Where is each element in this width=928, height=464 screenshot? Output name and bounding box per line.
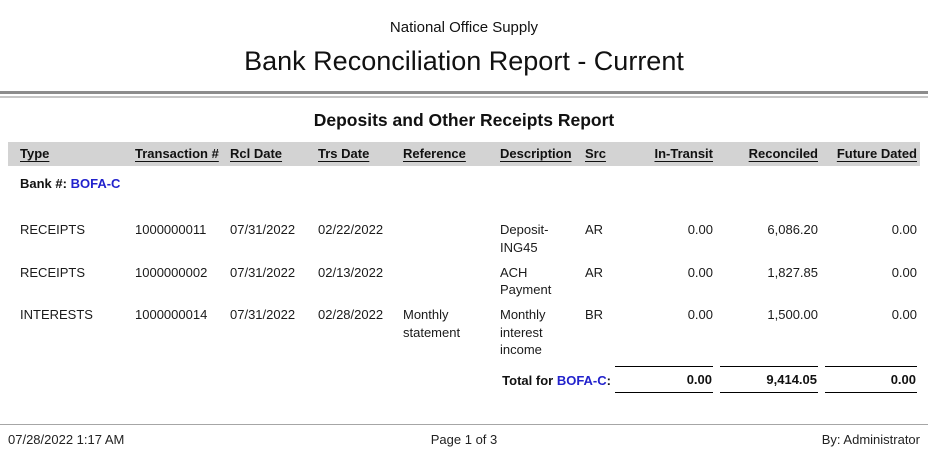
- cell-src: BR: [585, 307, 604, 322]
- col-header-src: Src: [585, 146, 606, 161]
- table-row: [20, 221, 920, 256]
- col-header-description: Description: [500, 146, 572, 161]
- bank-number-value: BOFA-C: [70, 176, 121, 191]
- cell-trs-date: 02/13/2022: [318, 264, 384, 280]
- table-row: [20, 264, 920, 299]
- page-footer: [0, 424, 928, 447]
- col-header-transaction: Transaction #: [135, 146, 219, 161]
- section-title: Deposits and Other Receipts Report: [313, 110, 615, 130]
- cell-rcl-date: 07/31/2022: [230, 307, 296, 322]
- total-reconciled-cell: [713, 366, 818, 393]
- cell-in-transit: 0.00: [687, 307, 713, 322]
- footer-timestamp: 07/28/2022 1:17 AM: [8, 432, 125, 447]
- table-row: [20, 306, 920, 359]
- total-in-transit-cell: [615, 366, 713, 393]
- cell-reconciled: 6,086.20: [767, 222, 818, 237]
- col-header-future-dated: Future Dated: [836, 146, 917, 161]
- title-divider: [0, 91, 928, 98]
- col-header-reconciled: Reconciled: [748, 146, 818, 161]
- total-label-prefix: Total for: [502, 373, 557, 388]
- cell-in-transit: 0.00: [687, 222, 713, 237]
- total-row: [8, 366, 920, 393]
- bank-number-label: Bank #:: [20, 176, 67, 191]
- total-bank-value: BOFA-C: [556, 373, 607, 388]
- cell-src: AR: [585, 264, 604, 280]
- total-label-suffix: :: [606, 373, 611, 388]
- page-footer-inner: [8, 432, 920, 447]
- total-future-dated-cell: [818, 366, 917, 393]
- company-name: National Office Supply: [389, 19, 539, 36]
- col-header-trs-date: Trs Date: [318, 146, 370, 161]
- cell-type: RECEIPTS: [20, 222, 86, 237]
- cell-future-dated: 0.00: [891, 222, 917, 237]
- total-label: [20, 366, 615, 390]
- cell-trs-date: 02/28/2022: [318, 307, 384, 322]
- cell-src: AR: [585, 222, 604, 237]
- footer-page-number: Page 1 of 3: [430, 432, 498, 447]
- cell-future-dated: 0.00: [891, 264, 917, 280]
- footer-author: By: Administrator: [821, 432, 920, 447]
- cell-transaction: 1000000011: [135, 222, 207, 237]
- cell-in-transit: 0.00: [687, 264, 713, 280]
- cell-type: INTERESTS: [20, 307, 93, 322]
- col-header-reference: Reference: [403, 146, 466, 161]
- cell-transaction: 1000000002: [135, 264, 208, 280]
- bank-number-row: [8, 175, 920, 193]
- cell-rcl-date: 07/31/2022: [230, 222, 296, 237]
- total-reconciled-value: 9,414.05: [720, 366, 818, 393]
- cell-description: ACH Payment: [500, 264, 552, 297]
- col-header-type: Type: [20, 146, 50, 161]
- col-header-in-transit: In-Transit: [654, 146, 713, 161]
- cell-rcl-date: 07/31/2022: [230, 264, 296, 280]
- cell-trs-date: 02/22/2022: [318, 222, 384, 237]
- col-header-rcl-date: Rcl Date: [230, 146, 283, 161]
- total-in-transit-value: 0.00: [615, 366, 713, 393]
- cell-description: Deposit-ING45: [500, 222, 549, 255]
- cell-reconciled: 1,827.85: [767, 264, 818, 280]
- cell-description: Monthly interest income: [500, 307, 546, 357]
- cell-future-dated: 0.00: [891, 307, 917, 322]
- cell-type: RECEIPTS: [20, 264, 86, 280]
- table-header-row: [20, 145, 920, 163]
- cell-reconciled: 1,500.00: [767, 307, 818, 322]
- report-title: Bank Reconciliation Report - Current: [244, 46, 684, 76]
- total-future-dated-value: 0.00: [825, 366, 917, 393]
- title-divider-light-line: [0, 96, 928, 98]
- table-header-band: [8, 142, 920, 166]
- cell-transaction: 1000000014: [135, 307, 208, 322]
- table-body: [8, 221, 920, 359]
- cell-reference: Monthly statement: [403, 307, 461, 340]
